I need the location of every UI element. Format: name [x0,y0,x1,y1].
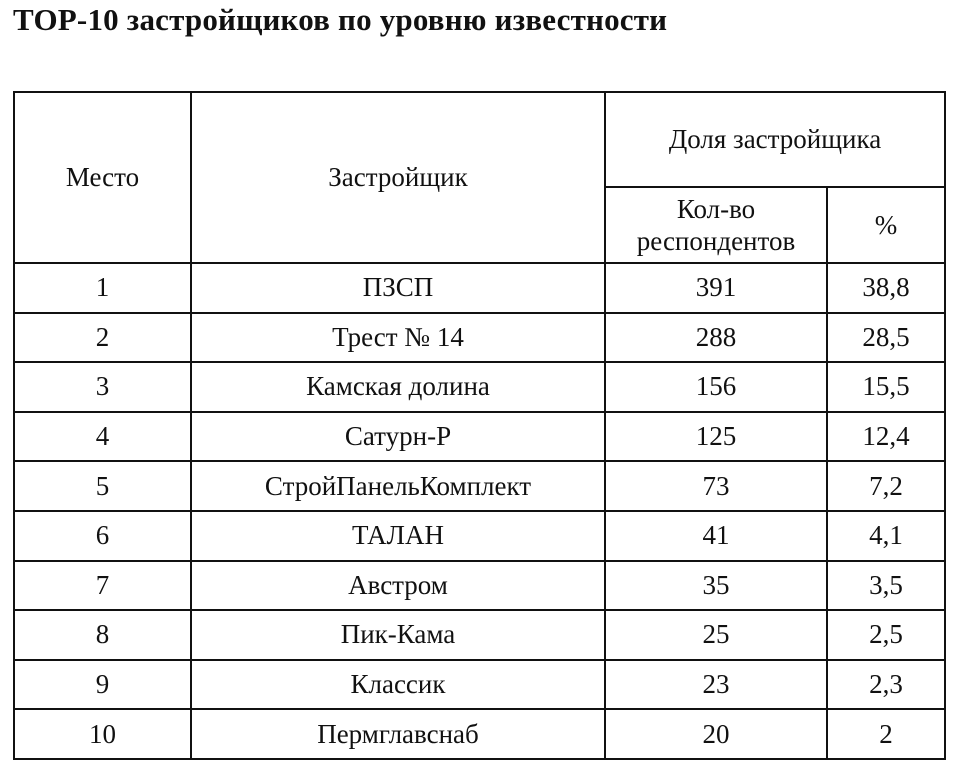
cell-developer: Пермглавснаб [191,709,605,759]
cell-place: 9 [14,660,191,710]
cell-count: 23 [605,660,827,710]
table-row [14,709,945,759]
cell-developer: Классик [191,660,605,710]
cell-place: 4 [14,412,191,462]
header-place: Место [14,92,191,263]
table-row [14,362,945,412]
cell-percent: 38,8 [827,263,945,313]
header-percent: % [827,187,945,263]
cell-place: 6 [14,511,191,561]
cell-developer: Трест № 14 [191,313,605,363]
cell-count: 156 [605,362,827,412]
table-row [14,313,945,363]
table-row [14,263,945,313]
page-title: ТОР-10 застройщиков по уровню известности [13,2,668,37]
cell-place: 8 [14,610,191,660]
cell-place: 3 [14,362,191,412]
cell-place: 7 [14,561,191,611]
cell-developer: Камская долина [191,362,605,412]
table-row [14,461,945,511]
cell-count: 125 [605,412,827,462]
cell-count: 391 [605,263,827,313]
cell-place: 5 [14,461,191,511]
cell-percent: 3,5 [827,561,945,611]
table-row [14,610,945,660]
cell-place: 10 [14,709,191,759]
cell-developer: ТАЛАН [191,511,605,561]
cell-place: 1 [14,263,191,313]
cell-percent: 2 [827,709,945,759]
table-row [14,561,945,611]
header-developer: Застройщик [191,92,605,263]
cell-count: 20 [605,709,827,759]
cell-developer: Пик-Кама [191,610,605,660]
cell-developer: Австром [191,561,605,611]
cell-developer: ПЗСП [191,263,605,313]
cell-count: 288 [605,313,827,363]
cell-developer: Сатурн-Р [191,412,605,462]
cell-percent: 2,3 [827,660,945,710]
cell-percent: 2,5 [827,610,945,660]
table-row [14,660,945,710]
table-row [14,511,945,561]
table-row [14,412,945,462]
cell-percent: 12,4 [827,412,945,462]
developers-table [13,91,946,760]
cell-count: 73 [605,461,827,511]
header-count: Кол-во респондентов [605,187,827,263]
header-row [14,92,945,187]
cell-place: 2 [14,313,191,363]
cell-percent: 28,5 [827,313,945,363]
header-share: Доля застройщика [605,92,945,187]
cell-percent: 15,5 [827,362,945,412]
cell-developer: СтройПанельКомплект [191,461,605,511]
cell-count: 35 [605,561,827,611]
cell-percent: 4,1 [827,511,945,561]
cell-count: 25 [605,610,827,660]
cell-count: 41 [605,511,827,561]
cell-percent: 7,2 [827,461,945,511]
